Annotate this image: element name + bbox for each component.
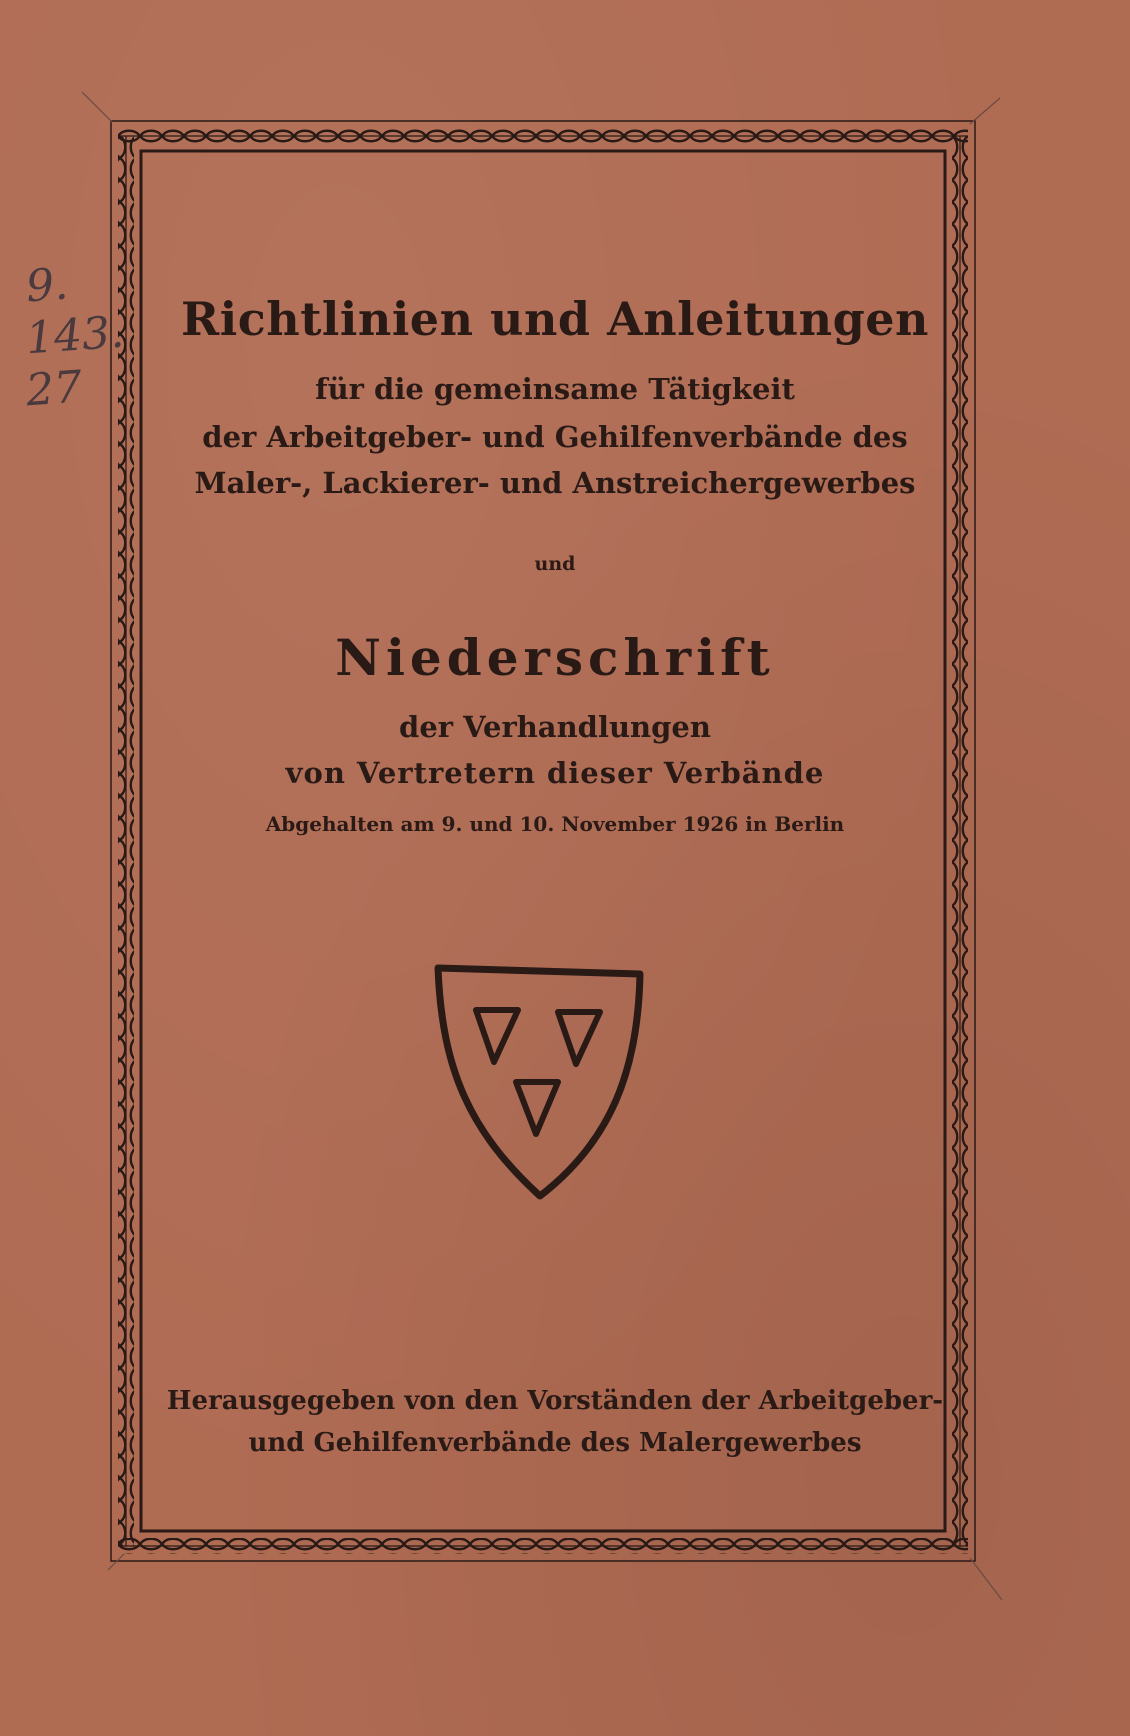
handwritten-shelf-mark	[24, 258, 126, 417]
handwritten-line-3: 27	[24, 361, 84, 417]
second-title-line-1: der Verhandlungen	[399, 710, 711, 744]
publisher-line-2: und Gehilfenverbände des Malergewerbes	[248, 1428, 862, 1458]
shield-with-three-triangles-icon	[434, 962, 644, 1202]
date-line: Abgehalten am 9. und 10. November 1926 in Berlin	[265, 812, 845, 836]
subtitle-line-2: der Arbeitgeber- und Gehilfenverbände des	[202, 420, 908, 454]
connector-word: und	[534, 553, 576, 575]
second-title: Niederschrift	[335, 628, 775, 687]
handwritten-line-1: 9.	[24, 258, 70, 313]
publisher-line-1: Herausgegeben von den Vorständen der Arbeitgeber-	[166, 1386, 944, 1416]
cover-title: Richtlinien und Anleitungen	[181, 292, 929, 346]
subtitle-line-1: für die gemeinsame Tätigkeit	[315, 372, 795, 406]
subtitle-line-3: Maler-, Lackierer- und Anstreichergewerbes	[194, 466, 916, 500]
second-title-line-2: von Vertretern dieser Verbände	[285, 756, 825, 790]
handwritten-line-2: 143.	[24, 306, 126, 365]
